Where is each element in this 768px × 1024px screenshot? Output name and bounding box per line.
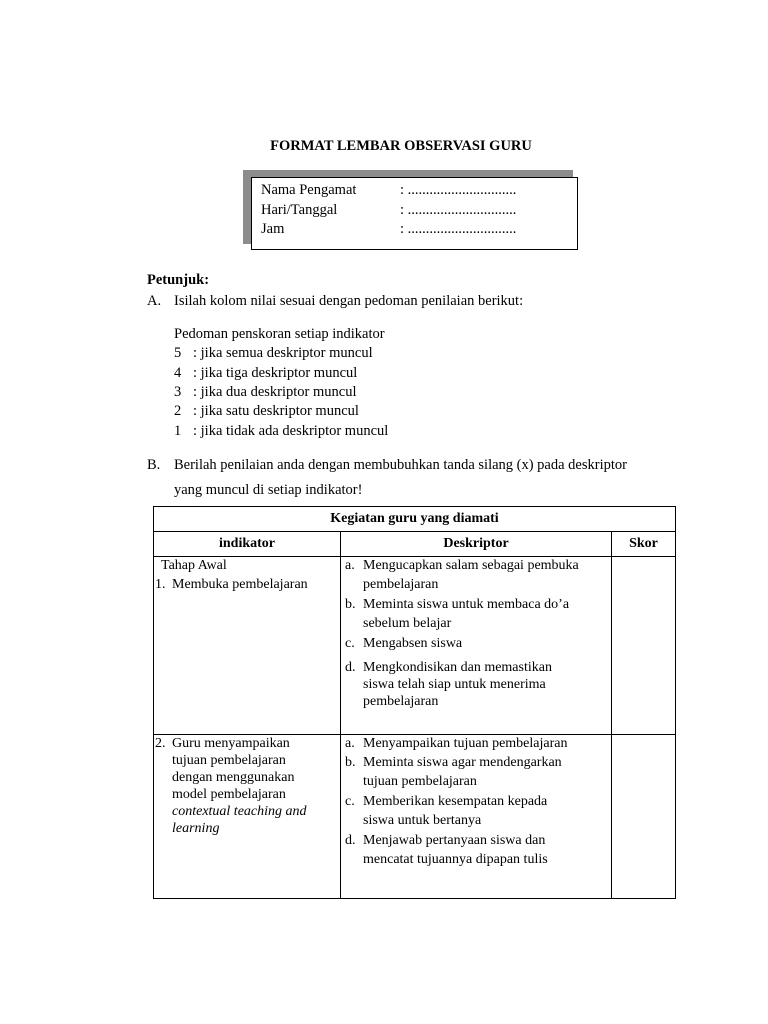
info-label-nama: Nama Pengamat xyxy=(261,182,357,198)
page-title: FORMAT LEMBAR OBSERVASI GURU xyxy=(270,138,532,154)
stage-label: Tahap Awal xyxy=(161,558,227,573)
descriptor-letter: d. xyxy=(345,660,356,675)
info-value-hari: : .............................. xyxy=(400,202,517,218)
score-num: 2 xyxy=(174,403,182,419)
indikator-text: dengan menggunakan xyxy=(172,770,295,785)
score-num: 5 xyxy=(174,345,182,361)
info-value-nama: : .............................. xyxy=(400,182,517,198)
pedoman-title: Pedoman penskoran setiap indikator xyxy=(174,326,385,342)
header-indikator: indikator xyxy=(154,532,341,557)
descriptor-text: Mengucapkan salam sebagai pembuka xyxy=(363,558,579,573)
indikator-text: Guru menyampaikan xyxy=(172,736,290,751)
indikator-model-name: contextual teaching and xyxy=(172,804,307,819)
descriptor-text: Meminta siswa untuk membaca do’a xyxy=(363,597,570,612)
indikator-cell-1 xyxy=(154,557,341,735)
table-caption: Kegiatan guru yang diamati xyxy=(154,507,676,532)
header-deskriptor: Deskriptor xyxy=(341,532,612,557)
observer-info-box xyxy=(251,177,578,250)
score-text: : jika dua deskriptor muncul xyxy=(193,384,357,400)
deskriptor-cell-1 xyxy=(341,557,612,735)
descriptor-text: mencatat tujuannya dipapan tulis xyxy=(363,852,548,867)
header-skor: Skor xyxy=(612,532,676,557)
deskriptor-cell-2 xyxy=(341,735,612,899)
descriptor-text: Mengabsen siswa xyxy=(363,636,463,651)
section-a-marker: A. xyxy=(147,293,162,309)
section-a-text: Isilah kolom nilai sesuai dengan pedoman penilaian berikut: xyxy=(174,293,524,309)
descriptor-text: Mengkondisikan dan memastikan xyxy=(363,660,552,675)
score-num: 4 xyxy=(174,365,182,381)
descriptor-text: sebelum belajar xyxy=(363,616,452,631)
descriptor-letter: c. xyxy=(345,794,355,809)
descriptor-text: tujuan pembelajaran xyxy=(363,774,477,789)
descriptor-letter: c. xyxy=(345,636,355,651)
descriptor-text: Memberikan kesempatan kepada xyxy=(363,794,548,809)
indikator-cell-2 xyxy=(154,735,341,899)
score-num: 3 xyxy=(174,384,182,400)
descriptor-text: Menyampaikan tujuan pembelajaran xyxy=(363,736,568,751)
indikator-model-name: learning xyxy=(172,821,220,836)
descriptor-text: Meminta siswa agar mendengarkan xyxy=(363,755,562,770)
descriptor-letter: a. xyxy=(345,736,355,751)
section-b-line2: yang muncul di setiap indikator! xyxy=(174,482,363,498)
descriptor-text: Menjawab pertanyaan siswa dan xyxy=(363,833,546,848)
section-b-line1: Berilah penilaian anda dengan membubuhkan tanda silang (x) pada deskriptor xyxy=(174,457,627,473)
score-text: : jika tiga deskriptor muncul xyxy=(193,365,358,381)
section-b-marker: B. xyxy=(147,457,161,473)
observation-table xyxy=(153,506,676,899)
score-num: 1 xyxy=(174,423,182,439)
score-text: : jika semua deskriptor muncul xyxy=(193,345,373,361)
info-value-jam: : .............................. xyxy=(400,221,517,237)
descriptor-letter: a. xyxy=(345,558,355,573)
descriptor-letter: b. xyxy=(345,755,356,770)
descriptor-letter: d. xyxy=(345,833,356,848)
info-label-jam: Jam xyxy=(261,221,285,237)
indikator-number: 1. xyxy=(155,577,166,592)
petunjuk-heading: Petunjuk: xyxy=(147,272,210,288)
descriptor-text: pembelajaran xyxy=(363,694,439,709)
indikator-text: model pembelajaran xyxy=(172,787,286,802)
descriptor-letter: b. xyxy=(345,597,356,612)
skor-cell-1[interactable] xyxy=(612,557,676,735)
info-label-hari: Hari/Tanggal xyxy=(261,202,338,218)
indikator-text: tujuan pembelajaran xyxy=(172,753,286,768)
indikator-number: 2. xyxy=(155,736,166,751)
score-text: : jika tidak ada deskriptor muncul xyxy=(193,423,389,439)
descriptor-text: siswa telah siap untuk menerima xyxy=(363,677,546,692)
descriptor-text: pembelajaran xyxy=(363,577,439,592)
descriptor-text: siswa untuk bertanya xyxy=(363,813,482,828)
score-text: : jika satu deskriptor muncul xyxy=(193,403,359,419)
skor-cell-2[interactable] xyxy=(612,735,676,899)
indikator-text: Membuka pembelajaran xyxy=(172,577,308,592)
